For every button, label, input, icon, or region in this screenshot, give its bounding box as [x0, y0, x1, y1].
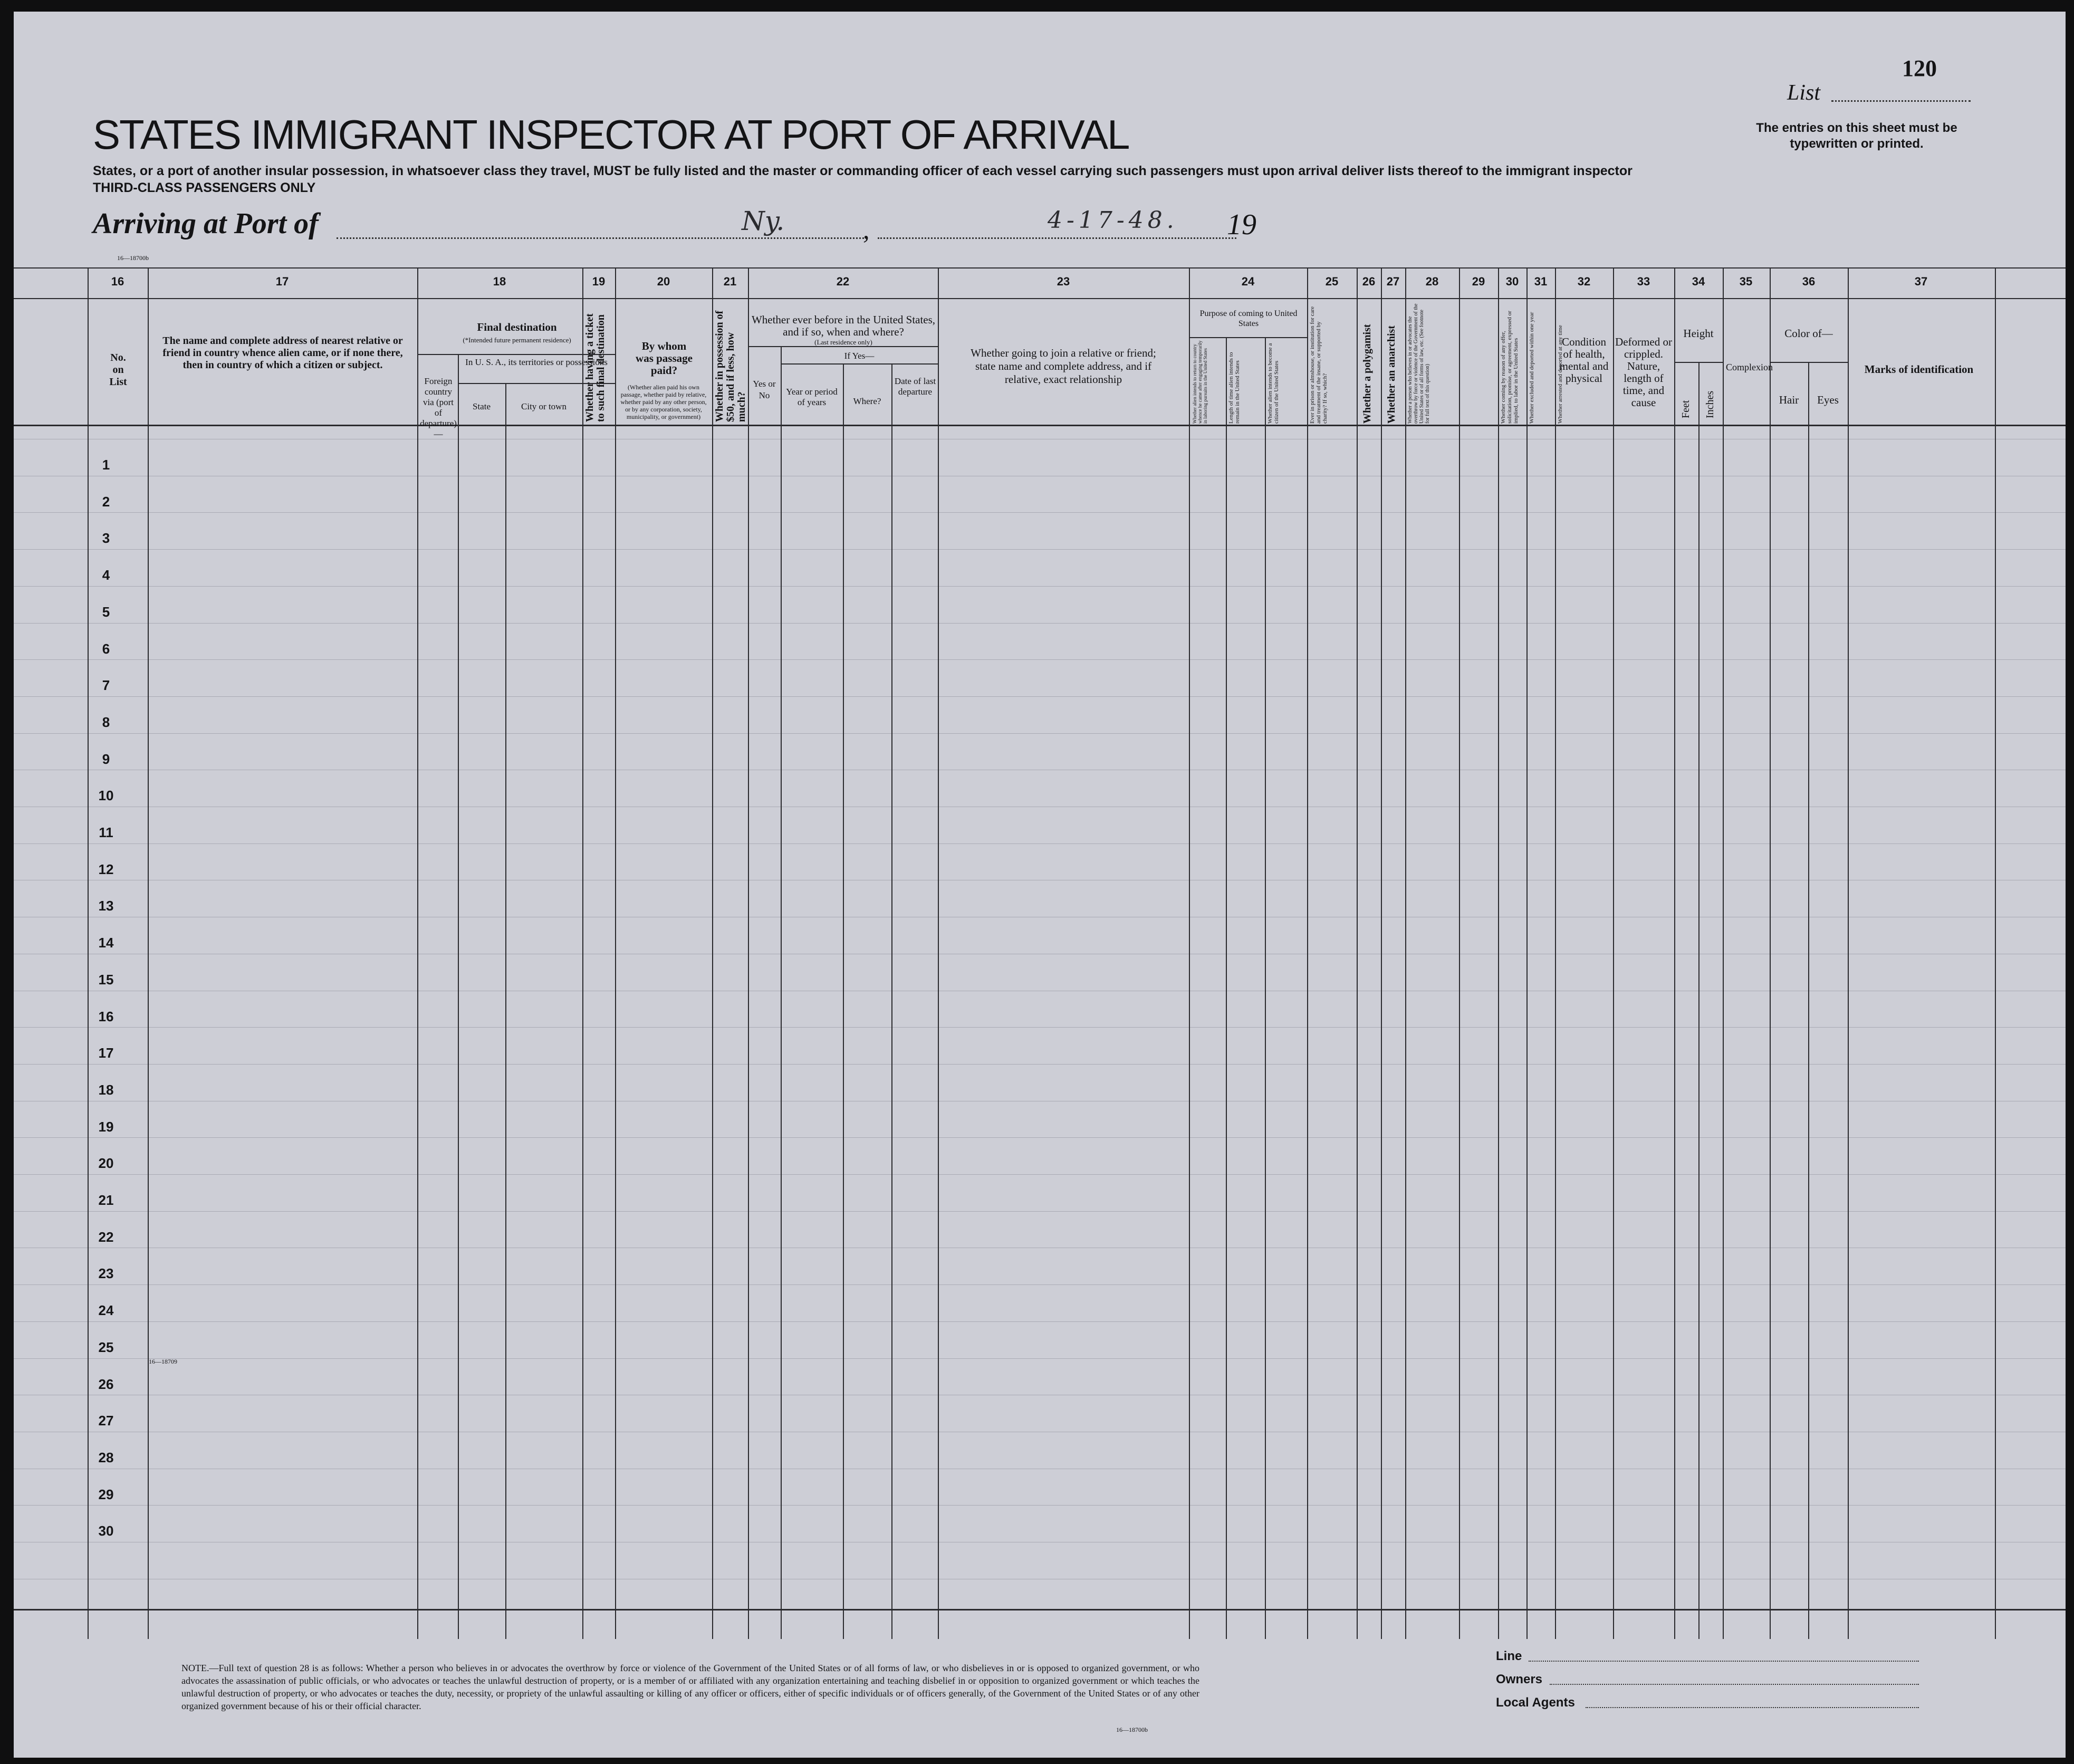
- header-hair: Hair: [1779, 394, 1799, 406]
- header-list-number: No. on List: [109, 352, 127, 388]
- col-divider: [505, 383, 506, 1639]
- header-fifty-dollars: Whether in possession of $50, and if less, how much?: [714, 310, 747, 422]
- form-title: STATES IMMIGRANT INSPECTOR AT PORT OF ARRIVAL: [93, 111, 1129, 158]
- ruled-line: [14, 512, 2066, 513]
- header-prison-almshouse: Ever in prison or almshouse, or institution for care and treatment of the insane, or supported by charity? If so, which?: [1309, 306, 1328, 424]
- col-divider: [1674, 267, 1675, 1639]
- header-length-of-stay: Length of time alien intends to remain in the United States: [1228, 352, 1241, 424]
- header-bottom-border: [14, 425, 2066, 426]
- ruled-line: [14, 1174, 2066, 1175]
- subheader-line: [781, 363, 938, 365]
- row-number: 13: [98, 898, 114, 914]
- col-divider: [1698, 362, 1699, 1639]
- col-divider: [1189, 267, 1190, 1639]
- col-number: 26: [1362, 275, 1376, 288]
- col-divider: [615, 267, 616, 1639]
- ruled-line: [14, 1137, 2066, 1138]
- row-number: 11: [99, 825, 113, 840]
- colnum-row-border: [14, 298, 2066, 299]
- col-number: 23: [1057, 275, 1070, 288]
- port-field[interactable]: [337, 237, 864, 239]
- col-divider: [843, 363, 844, 1639]
- form-code: 16—18700b: [117, 254, 149, 262]
- line-field[interactable]: [1529, 1661, 1919, 1662]
- owners-field[interactable]: [1550, 1684, 1919, 1685]
- row-number: 1: [102, 457, 110, 473]
- col-divider: [891, 363, 892, 1639]
- header-yes-or-no: Yes or No: [753, 379, 776, 400]
- instructions-note: The entries on this sheet must be typewritten or printed.: [1756, 121, 1957, 151]
- col-number: 29: [1472, 275, 1485, 288]
- col-divider: [1459, 267, 1460, 1639]
- header-final-destination: Final destination: [477, 321, 557, 333]
- col-divider: [148, 267, 149, 1639]
- ruled-line: [14, 623, 2066, 624]
- year-prefix: 19: [1227, 208, 1256, 241]
- row-number: 5: [102, 604, 110, 620]
- col-divider: [1405, 267, 1406, 1639]
- header-in-usa: In U. S. A., its territories or possessions: [465, 357, 608, 367]
- ruled-line: [14, 1321, 2066, 1322]
- header-offer-to-labor: Whether coming by reason of any offer, solicitation, promise, or agreement, expressed or implied, to labor in the United States: [1500, 311, 1519, 424]
- header-nearest-relative: The name and complete address of nearest relative or friend in country whence alien came, or if none there, then in country of which a citizen or subject.: [162, 335, 403, 371]
- header-height: Height: [1683, 327, 1714, 340]
- col-divider: [1995, 267, 1996, 1639]
- col-number: 28: [1425, 275, 1439, 288]
- col-divider: [1357, 267, 1358, 1639]
- header-last-departure: Date of last departure: [894, 376, 936, 397]
- table-top-border: [14, 267, 2066, 269]
- ruled-line: [14, 1211, 2066, 1212]
- header-if-yes: If Yes—: [844, 351, 875, 361]
- row-number: 8: [102, 714, 110, 730]
- ruled-line: [14, 1027, 2066, 1028]
- row-number: 14: [98, 935, 114, 951]
- row-number: 2: [102, 494, 110, 510]
- col-divider: [1723, 267, 1724, 1639]
- ruled-line: [14, 586, 2066, 587]
- col-number: 36: [1802, 275, 1816, 288]
- row-number: 7: [102, 677, 110, 693]
- col-divider: [417, 267, 418, 1639]
- date-value: 4-17-48.: [1048, 207, 1178, 234]
- row-number: 12: [98, 861, 114, 877]
- header-year-period: Year or period of years: [786, 387, 838, 407]
- col-number: 25: [1325, 275, 1339, 288]
- table-bottom-border: [14, 1609, 2066, 1610]
- row-number: 30: [98, 1523, 114, 1539]
- port-value: Ny.: [742, 206, 785, 236]
- local-agents-field[interactable]: [1586, 1707, 1919, 1708]
- ruled-line: [14, 733, 2066, 734]
- row-number: 16: [98, 1009, 114, 1024]
- row-number: 4: [102, 567, 110, 583]
- date-field[interactable]: [878, 237, 1236, 239]
- header-where: Where?: [853, 396, 881, 406]
- list-label: List: [1787, 81, 1821, 105]
- col-number: 21: [723, 275, 737, 288]
- col-number: 32: [1577, 275, 1591, 288]
- footnote-code: 16—18700b: [1116, 1726, 1148, 1733]
- row-number: 15: [98, 972, 114, 988]
- col-number: 22: [836, 275, 850, 288]
- header-excluded-deported: Whether excluded and deported within one year: [1529, 312, 1535, 424]
- col-divider: [712, 267, 713, 1639]
- row-number: 27: [98, 1413, 114, 1429]
- row-number: 18: [98, 1082, 114, 1098]
- row-number: 24: [98, 1302, 114, 1318]
- row-number: 19: [98, 1119, 114, 1135]
- header-complexion: Complexion: [1726, 362, 1773, 372]
- header-purpose: Purpose of coming to United States: [1199, 309, 1298, 328]
- col-divider: [1770, 267, 1771, 1639]
- header-intends-citizen: Whether alien intends to become a citizen of the United States: [1267, 343, 1280, 424]
- ruled-line: [14, 1284, 2066, 1285]
- row-number: 26: [98, 1376, 114, 1392]
- col-number: 20: [657, 275, 670, 288]
- page-number: 120: [1902, 55, 1937, 81]
- header-passage-paid: By whom was passage paid?: [636, 340, 693, 377]
- manifest-sheet: [14, 12, 2066, 1758]
- col-divider: [1808, 362, 1809, 1639]
- subheader-line: [1189, 337, 1307, 338]
- col-divider: [1381, 267, 1382, 1639]
- col-divider: [458, 354, 459, 1639]
- ruled-line: [14, 1505, 2066, 1506]
- list-number-field[interactable]: [1831, 100, 1971, 102]
- local-agents-label: Local Agents: [1496, 1695, 1575, 1710]
- col-divider: [1265, 337, 1266, 1639]
- row-number: 9: [102, 751, 110, 767]
- row-number: 10: [98, 788, 114, 803]
- form-code-bottom: 16—18709: [149, 1358, 177, 1365]
- col-divider: [1555, 267, 1556, 1639]
- header-arrested-deported: Whether arrested and deported at any time: [1557, 325, 1563, 424]
- header-anarchist: Whether an anarchist: [1386, 325, 1397, 424]
- header-overthrow: Whether a person who believes in or advocates the overthrow by force or violence of the Government of the United States or of all forms of law, etc. (See footnote for full text of this question): [1407, 303, 1430, 424]
- intro-text: States, or a port of another insular possession, in whatsoever class they travel, MUST be fully listed and the master or commanding officer of each vessel carrying such passengers must upon arrival deliver lists thereof to the immigrant inspector: [93, 164, 1633, 178]
- col-divider: [938, 267, 939, 1639]
- col-number: 18: [493, 275, 506, 288]
- header-inches: Inches: [1704, 390, 1716, 418]
- header-eyes: Eyes: [1817, 394, 1839, 406]
- header-health: Condition of health, mental and physical: [1559, 335, 1609, 385]
- header-city: City or town: [521, 401, 566, 411]
- header-polygamist: Whether a polygamist: [1361, 324, 1373, 424]
- col-number: 35: [1739, 275, 1753, 288]
- header-feet: Feet: [1680, 400, 1692, 418]
- header-foreign-country: Foreign country via (port of departure)—: [420, 376, 457, 439]
- header-ever-before-sub: (Last residence only): [814, 338, 872, 346]
- col-number: 24: [1241, 275, 1255, 288]
- manifest-table: [14, 252, 2066, 1621]
- row-number: 21: [98, 1192, 114, 1208]
- separator: ,: [863, 215, 870, 244]
- col-number: 31: [1534, 275, 1548, 288]
- arriving-label: Arriving at Port of: [93, 207, 319, 240]
- ruled-line: [14, 696, 2066, 697]
- col-divider: [1226, 337, 1227, 1639]
- header-color-of: Color of—: [1784, 327, 1833, 340]
- row-number: 29: [98, 1487, 114, 1502]
- col-number: 27: [1386, 275, 1400, 288]
- col-number: 30: [1505, 275, 1519, 288]
- ruled-line: [14, 843, 2066, 844]
- col-divider: [748, 267, 749, 1639]
- col-number: 34: [1692, 275, 1705, 288]
- row-number: 6: [102, 641, 110, 657]
- header-going-to-join: Whether going to join a relative or friend; state name and complete address, and if relative, exact relationship: [971, 347, 1156, 386]
- line-label: Line: [1496, 1649, 1522, 1663]
- row-number: 22: [98, 1229, 114, 1245]
- header-ever-before: Whether ever before in the United States, and if so, when and where?: [751, 313, 936, 338]
- row-number: 17: [98, 1045, 114, 1061]
- header-intends-return: Whether alien intends to return to country whence he came after engaging temporarily in laboring pursuits in the United States: [1192, 340, 1208, 424]
- col-divider: [1848, 267, 1849, 1639]
- col-divider: [1613, 267, 1614, 1639]
- col-number: 37: [1914, 275, 1928, 288]
- col-divider: [1526, 267, 1528, 1639]
- row-number: 23: [98, 1266, 114, 1281]
- owners-label: Owners: [1496, 1672, 1543, 1686]
- row-number: 20: [98, 1155, 114, 1171]
- col-divider: [88, 267, 89, 1639]
- header-marks: Marks of identification: [1864, 363, 1974, 376]
- col-number: 19: [592, 275, 606, 288]
- header-ticket: Whether having a ticket to such final destination: [584, 313, 607, 422]
- header-final-destination-sub: (*Intended future permanent residence): [463, 336, 571, 344]
- ruled-line: [14, 659, 2066, 660]
- ruled-line: [14, 549, 2066, 550]
- col-number: 17: [275, 275, 289, 288]
- ruled-line: [14, 1358, 2066, 1359]
- col-divider: [1498, 267, 1499, 1639]
- col-divider: [781, 346, 782, 1639]
- class-note: THIRD-CLASS PASSENGERS ONLY: [93, 180, 316, 195]
- row-number: 25: [98, 1339, 114, 1355]
- col-divider: [1307, 267, 1308, 1639]
- header-deformed: Deformed or crippled. Nature, length of time, and cause: [1615, 335, 1672, 409]
- header-state: State: [473, 401, 491, 411]
- row-number: 28: [98, 1450, 114, 1465]
- footnote: NOTE.—Full text of question 28 is as follows: Whether a person who believes in or advocates the overthrow by force or violence of the Government of the United States or of all forms of law, or who disbelieves in or is opposed to organized government, or who advocates the assassination of public officials, or who advocates or teaches the unlawful destruction of property, or is a member of or affiliated with any organization entertaining and teaching disbelief in or opposition to organized government or which teaches the unlawful destruction of property, or who advocates or teaches the duty, necessity, or propriety of the unlawful assaulting or killing of any officer or officers, either of specific individuals or of officers generally, of the Government of the United States or of any other organized government because of his or their official character.: [181, 1663, 1199, 1711]
- col-number: 16: [111, 275, 124, 288]
- row-number: 3: [102, 530, 110, 546]
- col-number: 33: [1637, 275, 1650, 288]
- header-passage-paid-sub: (Whether alien paid his own passage, whether paid by relative, whether paid by any other person, or by any corporation, society, municipality, or government): [620, 384, 707, 420]
- ruled-line: [14, 1064, 2066, 1065]
- subheader-line: [748, 346, 938, 347]
- col-divider: [582, 267, 583, 1639]
